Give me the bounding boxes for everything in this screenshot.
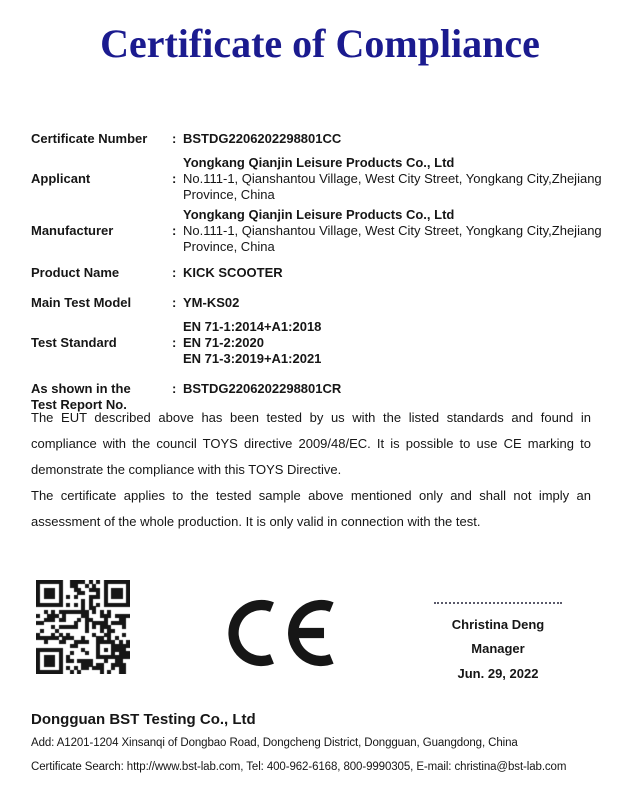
field-certificate-number bbox=[31, 131, 640, 147]
field-test-standard bbox=[31, 319, 640, 367]
paragraph-compliance-statement: The EUT described above has been tested by us with the listed standards and found in compliance with the council TOYS directive 2009/48/EC. It is possible to use CE marking to demonstrate the compliance with this TOYS Directive. bbox=[31, 410, 591, 477]
field-value: BSTDG2206202298801CC bbox=[183, 131, 342, 146]
field-separator: : bbox=[172, 131, 177, 146]
field-separator: : bbox=[172, 265, 177, 280]
field-label: Certificate Number bbox=[31, 131, 148, 146]
applicant-address-line1: No.111-1, Qianshantou Village, West City Street, Yongkang City,Zhejiang bbox=[183, 171, 602, 186]
field-separator: : bbox=[172, 223, 177, 238]
field-separator: : bbox=[172, 295, 177, 310]
signature-block bbox=[417, 594, 579, 686]
field-label: Test Standard bbox=[31, 335, 117, 350]
field-value bbox=[183, 155, 640, 203]
field-value: KICK SCOOTER bbox=[183, 265, 283, 280]
field-applicant bbox=[31, 155, 640, 203]
applicant-address-line2: Province, China bbox=[183, 187, 275, 202]
footer-address: Add: A1201-1204 Xinsanqi of Dongbao Road, Dongcheng District, Dongguan, Guangdong, China bbox=[31, 737, 518, 749]
manufacturer-address-line1: No.111-1, Qianshantou Village, West City Street, Yongkang City,Zhejiang bbox=[183, 223, 602, 238]
signatory-name: Christina Deng bbox=[451, 617, 545, 632]
manufacturer-address-line2: Province, China bbox=[183, 239, 275, 254]
field-separator: : bbox=[172, 381, 177, 396]
paragraph-validity-statement: The certificate applies to the tested sample above mentioned only and shall not imply an assessment of the whole production. It is only valid in connection with the test. bbox=[31, 488, 591, 529]
field-value: BSTDG2206202298801CR bbox=[183, 381, 342, 396]
qr-code-icon bbox=[36, 580, 130, 674]
ce-mark-icon bbox=[228, 599, 338, 667]
field-value bbox=[183, 319, 640, 367]
field-separator: : bbox=[172, 335, 177, 350]
field-main-test-model bbox=[31, 295, 640, 311]
signature-date: Jun. 29, 2022 bbox=[457, 666, 539, 681]
field-separator: : bbox=[172, 171, 177, 186]
field-manufacturer bbox=[31, 207, 640, 255]
field-label: Main Test Model bbox=[31, 295, 132, 310]
field-product-name bbox=[31, 265, 640, 281]
signatory-title: Manager bbox=[471, 641, 525, 656]
field-label: Manufacturer bbox=[31, 223, 114, 238]
signature-line bbox=[434, 594, 562, 604]
footer-company-name: Dongguan BST Testing Co., Ltd bbox=[31, 711, 256, 728]
footer-contact: Certificate Search: http://www.bst-lab.com, Tel: 400-962-6168, 800-9990305, E-mail: christina@bst-lab.com bbox=[31, 761, 567, 773]
test-standard-line3: EN 71-3:2019+A1:2021 bbox=[183, 351, 322, 366]
field-value: YM-KS02 bbox=[183, 295, 240, 310]
field-value bbox=[183, 207, 640, 255]
test-report-label-line2: Test Report No. bbox=[31, 397, 127, 412]
statement-paragraphs bbox=[31, 405, 591, 535]
certificate-fields bbox=[31, 131, 640, 413]
certificate-title: Certificate of Compliance bbox=[100, 21, 540, 66]
manufacturer-company: Yongkang Qianjin Leisure Products Co., Ltd bbox=[183, 207, 455, 222]
test-standard-line1: EN 71-1:2014+A1:2018 bbox=[183, 319, 322, 334]
test-report-label-line1: As shown in the bbox=[31, 381, 131, 396]
field-label: Product Name bbox=[31, 265, 120, 280]
field-label: Applicant bbox=[31, 171, 91, 186]
test-standard-line2: EN 71-2:2020 bbox=[183, 335, 264, 350]
applicant-company: Yongkang Qianjin Leisure Products Co., Ltd bbox=[183, 155, 455, 170]
